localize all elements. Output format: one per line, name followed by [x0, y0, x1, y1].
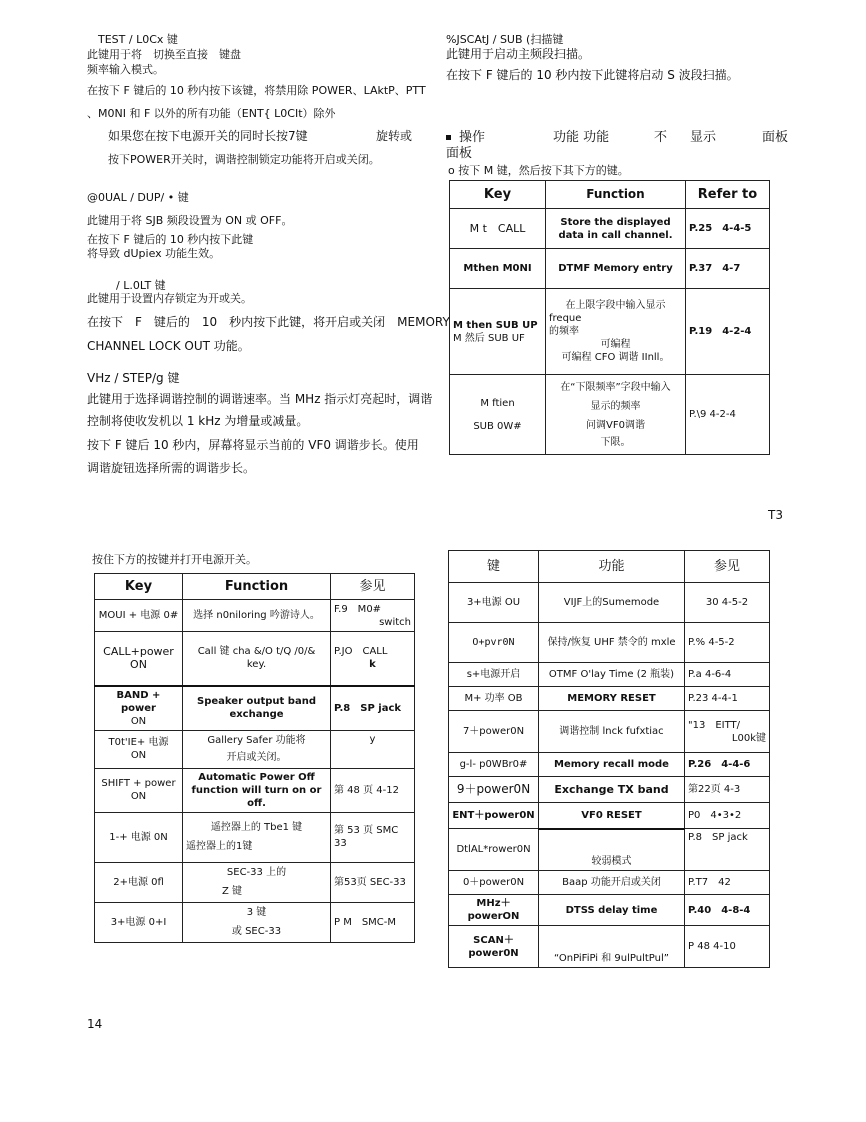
- para-text: CHANNEL LOCK OUT 功能。: [87, 339, 250, 353]
- table-row: BAND + power ON Speaker output band exchange P.8 SP jack: [95, 686, 415, 731]
- table-row: 9＋power0N Exchange TX band 第22页 4-3: [449, 777, 770, 803]
- operation-heading: 面板: [762, 130, 789, 145]
- table-header: 键: [449, 551, 539, 583]
- para-text: 此键用于选择调谐控制的调谐速率。当 MHz 指示灯亮起时，调谐: [87, 392, 433, 406]
- table-row: 7＋power0N 调谐控制 lnck fufxtiac "13 EITT/ L00k键: [449, 711, 770, 753]
- para-text: 此键用于设置内存锁定为开或关。: [87, 292, 252, 305]
- table-header: Function: [183, 574, 331, 600]
- page-number: 14: [87, 1017, 103, 1031]
- para-text: 此键用于启动主频段扫描。: [446, 47, 591, 61]
- table-row: MHz＋powerON DTSS delay time P.40 4-8-4: [449, 895, 770, 926]
- para-text: 调谐旋钮选择所需的调谐步长。: [87, 461, 256, 475]
- page-marker: T3: [768, 508, 783, 522]
- table-row: ENT＋power0N VF0 RESET P0 4•3•2: [449, 803, 770, 829]
- para-text: 此键用于将 SJB 频段设置为 ON 或 OFF。: [87, 214, 293, 227]
- bullet-icon: [446, 135, 451, 140]
- table-row: CALL+power ON Call 键 cha &/O t/Q /0/& key. P.JO CALL k: [95, 632, 415, 686]
- power-on-key-table-2: [448, 550, 770, 968]
- table-row: 3+电源 OU VIJF上的Sumemode 30 4-5-2: [449, 583, 770, 623]
- para-text: 在按下 F 键后的 10 秒内按下此键，将开启或关闭 MEMORY: [87, 315, 450, 329]
- operation-heading: 功能 功能: [553, 130, 610, 145]
- para-text: 此键用于将 切换至直接 键盘: [87, 48, 241, 61]
- table-row: SCAN＋power0N “OnPiFiPi 和 9ulPultPul” P 48 4-10: [449, 926, 770, 968]
- table-row: Mthen M0NI DTMF Memory entry P.37 4-7: [450, 249, 770, 289]
- mhz-step-key-heading: VHz / STEP/g 键: [87, 371, 180, 385]
- scan-sub-key-heading: %JSCAtJ / SUB (扫描键: [446, 33, 564, 46]
- operation-heading: 不: [654, 130, 668, 145]
- m-key-table: [449, 180, 770, 455]
- table-row: 3+电源 0+I 3 键 或 SEC-33 P M SMC-M: [95, 902, 415, 942]
- table-row: MOUI + 电源 0# 选择 n0niloring 吟游诗人。 F.9 M0# switch: [95, 600, 415, 632]
- section-title: 按住下方的按键并打开电源开关。: [92, 553, 257, 566]
- table-header: Key: [450, 181, 546, 209]
- table-row: 0＋power0N Baap 功能开启或关闭 P.T7 42: [449, 871, 770, 895]
- table-row: 2+电源 0fl SEC-33 上的 Z 键 第53页 SEC-33: [95, 862, 415, 902]
- table-row: 1-+ 电源 0N 遥控器上的 Tbe1 键 遥控器上的1键 第 53 页 SMC 33: [95, 812, 415, 862]
- dual-dup-key-heading: @0UAL / DUP/ • 键: [87, 191, 189, 204]
- para-text: 旋转或: [376, 129, 413, 143]
- table-row: M then SUB UP M 然后 SUB UF 在上限字段中输入显示 freque 的频率 可编程 可编程 CFO 调谐 IInll。 P.19 4-2-4: [450, 289, 770, 375]
- table-row: M ftien SUB 0W# 在“下限频率”字段中输入 显示的频率 问调VF0调谐 下限。 P.\9 4-2-4: [450, 375, 770, 455]
- table-row: s+电源开启 OTMF O'lay Time (2 瓶装) P.a 4-6-4: [449, 663, 770, 687]
- para-text: 按下 F 键后 10 秒内，屏幕将显示当前的 VF0 调谐步长。使用: [87, 438, 419, 452]
- instruction-text: o 按下 M 键，然后按下其下方的键。: [448, 164, 629, 177]
- para-text: 将导致 dUpiex 功能生效。: [87, 247, 221, 260]
- table-row: g-l- p0WBr0# Memory recall mode P.26 4-4-6: [449, 753, 770, 777]
- para-text: 控制将使收发机以 1 kHz 为增量或减量。: [87, 414, 309, 428]
- para-text: 频率输入模式。: [87, 63, 164, 76]
- para-text: 按下POWER开关时，调谐控制锁定功能将开启或关闭。: [108, 153, 380, 166]
- table-header: Refer to: [686, 181, 770, 209]
- lock-key-heading: / L.0LT 键: [116, 279, 166, 292]
- table-row: DtlAL*rower0N 较弱模式 P.8 SP jack: [449, 829, 770, 871]
- table-row: M+ 功率 OB MEMORY RESET P.23 4-4-1: [449, 687, 770, 711]
- para-text: 在按下 F 键后的 10 秒内按下此键: [87, 233, 254, 246]
- para-text: 、M0NI 和 F 以外的所有功能（ENT{ L0CIt）除外: [87, 107, 336, 120]
- table-row: SHIFT + power ON Automatic Power Off function will turn on or off. 第 48 页 4-12: [95, 768, 415, 812]
- test-lock-key-heading: TEST / L0Cx 键: [98, 33, 178, 46]
- table-header: 参见: [331, 574, 415, 600]
- table-header: Function: [546, 181, 686, 209]
- operation-heading: 面板: [446, 146, 473, 161]
- operation-heading: 操作: [446, 130, 485, 146]
- table-header: Key: [95, 574, 183, 600]
- table-header: 功能: [539, 551, 685, 583]
- para-text: 如果您在按下电源开关的同时长按7键: [108, 129, 308, 143]
- para-text: 在按下 F 键后的 10 秒内按下此键将启动 S 波段扫描。: [446, 68, 739, 82]
- para-text: 在按下 F 键后的 10 秒内按下该键，将禁用除 POWER、LAktP、PTT: [87, 84, 426, 97]
- operation-heading: 显示: [690, 130, 717, 145]
- table-header: 参见: [685, 551, 770, 583]
- table-row: T0t'IE+ 电源 ON Gallery Safer 功能将 开启或关闭。 y: [95, 730, 415, 768]
- table-row: O+pvr0N 保持/恢复 UHF 禁令的 mxle P.% 4-5-2: [449, 623, 770, 663]
- table-row: M t CALL Store the displayed data in call channel. P.25 4-4-5: [450, 209, 770, 249]
- power-on-key-table: [94, 573, 415, 943]
